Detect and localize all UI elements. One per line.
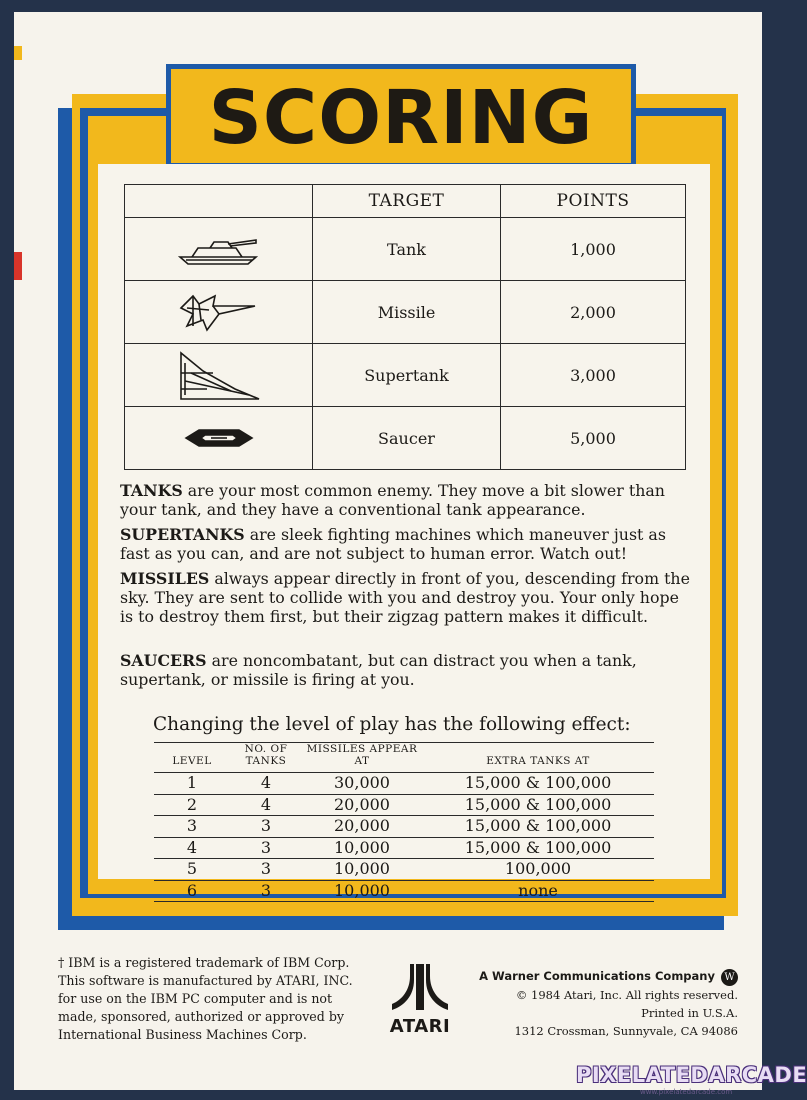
desc-lead: MISSILES [120,569,210,588]
desc-text: are noncombatant, but can distract you when a tank, supertank, or missile is firing at you. [120,651,637,689]
tank-icon [176,232,262,266]
score-icon-cell [125,407,313,470]
desc-lead: SAUCERS [120,651,207,670]
missile-icon [179,290,259,334]
desc-tanks [120,481,696,519]
level-cell: 3 [154,816,230,838]
tanks-cell: 3 [230,816,302,838]
missiles-cell: 10,000 [302,859,422,881]
score-icon-cell [125,281,313,344]
page-title: SCORING [208,75,594,161]
level-header-tanks: NO. OF TANKS [230,743,302,773]
score-row [125,281,686,344]
missiles-cell: 10,000 [302,880,422,902]
address-line: 1312 Crossman, Sunnyvale, CA 94086 [514,1024,738,1039]
score-target: Supertank [313,344,501,407]
company-name: A Warner Communications Company [479,969,715,983]
level-table [154,742,654,902]
extra-cell: 15,000 & 100,000 [422,794,654,816]
score-points: 1,000 [501,218,686,281]
score-header-blank [125,185,313,218]
tanks-cell: 3 [230,880,302,902]
score-target: Saucer [313,407,501,470]
score-table-header [125,185,686,218]
level-cell: 1 [154,773,230,795]
desc-text: are your most common enemy. They move a bit slower than your tank, and they have a conventional tank appearance. [120,481,665,519]
atari-logo [388,964,452,1037]
level-header-missiles: MISSILES APPEAR AT [302,743,422,773]
score-points: 3,000 [501,344,686,407]
desc-missiles [120,569,696,626]
company-line [476,967,738,986]
missiles-cell: 30,000 [302,773,422,795]
ibm-trademark-note: † IBM is a registered trademark of IBM Corp. This software is manufactured by ATARI, INC. for use on the IBM PC computer and is not made, sponsored, authorized or approved by International Business Machines Corp. [58,955,353,1042]
level-header-level: LEVEL [154,743,230,773]
extra-cell: 15,000 & 100,000 [422,816,654,838]
score-points: 5,000 [501,407,686,470]
warner-logo-icon: W [721,969,738,986]
tanks-cell: 4 [230,794,302,816]
level-section-title: Changing the level of play has the following effect: [153,714,631,735]
extra-cell: none [422,880,654,902]
manual-page [14,12,762,1090]
saucer-icon [183,427,255,449]
desc-text: always appear directly in front of you, descending from the sky. They are sent to collide with you and destroy you. Your only hope is to destroy them first, but their zigzag pattern makes it difficult. [120,569,690,626]
missiles-cell: 10,000 [302,837,422,859]
level-table-header [154,743,654,773]
pixelatedarcade-url: www.pixelatedarcade.com [640,1088,733,1096]
atari-fuji-icon [390,964,450,1010]
missiles-cell: 20,000 [302,794,422,816]
score-icon-cell [125,218,313,281]
tanks-cell: 4 [230,773,302,795]
copyright-line: © 1984 Atari, Inc. All rights reserved. [515,987,738,1002]
extra-cell: 15,000 & 100,000 [422,773,654,795]
supertank-icon [177,349,261,401]
desc-supertanks [120,525,696,563]
printed-line: Printed in U.S.A. [641,1005,738,1020]
edge-yellow-strip [14,46,22,60]
score-row [125,344,686,407]
level-cell: 6 [154,880,230,902]
level-row [154,859,654,881]
title-banner [166,64,636,168]
level-row [154,837,654,859]
content-panel [98,164,710,900]
desc-lead: SUPERTANKS [120,525,245,544]
score-row [125,218,686,281]
score-table [124,184,686,470]
level-row [154,794,654,816]
score-icon-cell [125,344,313,407]
score-target: Tank [313,218,501,281]
score-target: Missile [313,281,501,344]
atari-wordmark: ATARI [389,1016,451,1037]
tanks-cell: 3 [230,837,302,859]
desc-lead: TANKS [120,481,183,500]
level-row [154,816,654,838]
extra-cell: 100,000 [422,859,654,881]
missiles-cell: 20,000 [302,816,422,838]
pixelatedarcade-watermark: PIXELATEDARCADE [576,1063,807,1087]
level-header-extra: EXTRA TANKS AT [422,743,654,773]
score-points: 2,000 [501,281,686,344]
level-cell: 4 [154,837,230,859]
level-cell: 5 [154,859,230,881]
edge-red-strip [14,252,22,280]
level-row [154,880,654,902]
score-row [125,407,686,470]
desc-text: are sleek fighting machines which maneuver just as fast as you can, and are not subject to human error. Watch out! [120,525,666,563]
publisher-info [476,967,738,1041]
score-header-target: TARGET [313,185,501,218]
level-cell: 2 [154,794,230,816]
extra-cell: 15,000 & 100,000 [422,837,654,859]
level-row [154,773,654,795]
tanks-cell: 3 [230,859,302,881]
score-header-points: POINTS [501,185,686,218]
desc-saucers [120,651,696,689]
